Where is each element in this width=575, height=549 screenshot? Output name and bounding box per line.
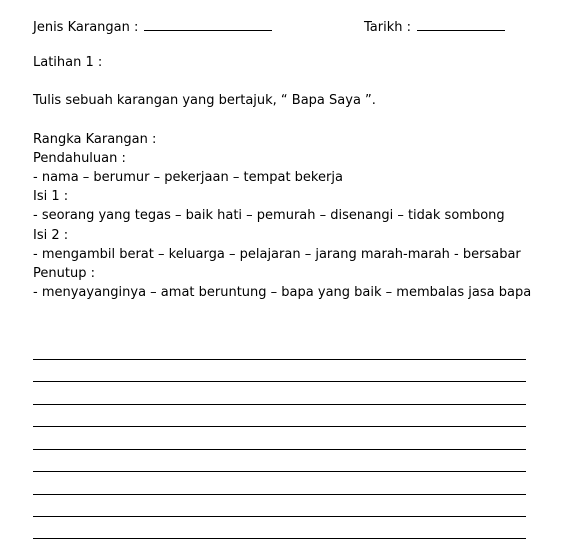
tarikh-blank[interactable] [417,17,505,31]
outline-heading: Rangka Karangan : [33,132,157,147]
tarikh-label: Tarikh : [364,20,411,35]
outline-section-title: Isi 2 : [33,228,69,243]
writing-line[interactable] [33,471,526,472]
outline-section-points: - seorang yang tegas – baik hati – pemurah – disenangi – tidak sombong [33,208,505,223]
writing-line[interactable] [33,538,526,539]
tarikh-field [364,17,505,36]
jenis-karangan-blank[interactable] [144,17,272,31]
jenis-karangan-label: Jenis Karangan : [33,20,139,35]
outline-section-points: - menyayanginya – amat beruntung – bapa yang baik – membalas jasa bapa [33,285,532,300]
outline-section-title: Isi 1 : [33,189,69,204]
writing-line[interactable] [33,494,526,495]
outline-section-points: - mengambil berat – keluarga – pelajaran – jarang marah-marah - bersabar [33,247,521,262]
writing-line[interactable] [33,426,526,427]
writing-line[interactable] [33,359,526,360]
instruction-text: Tulis sebuah karangan yang bertajuk, “ Bapa Saya ”. [33,93,376,108]
exercise-title: Latihan 1 : [33,55,103,70]
writing-line[interactable] [33,381,526,382]
writing-line[interactable] [33,516,526,517]
jenis-karangan-field [33,17,272,36]
outline-section-title: Pendahuluan : [33,151,126,166]
writing-line[interactable] [33,404,526,405]
writing-line[interactable] [33,449,526,450]
outline-section-points: - nama – berumur – pekerjaan – tempat bekerja [33,170,343,185]
outline-section-title: Penutup : [33,266,95,281]
